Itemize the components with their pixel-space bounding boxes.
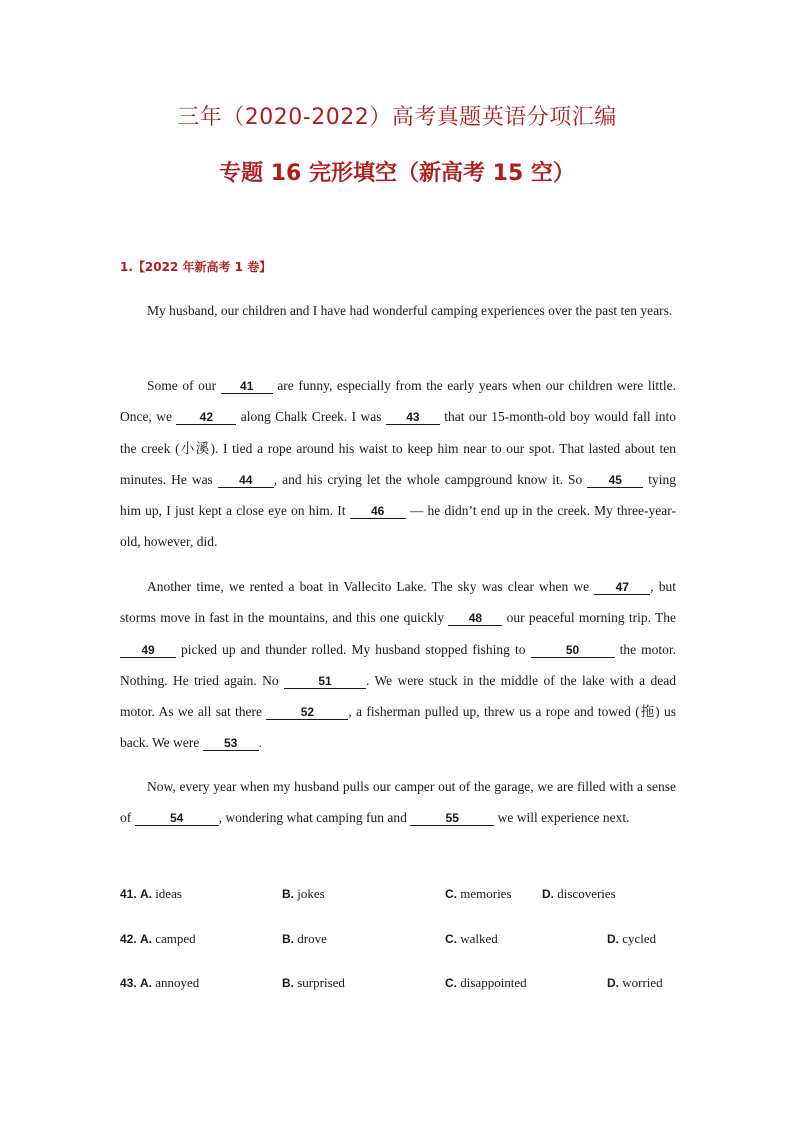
paragraph-text: are funny, especially from the early years when our children were little. Once, we xyxy=(120,378,676,425)
blank-44[interactable]: 44 xyxy=(218,473,274,488)
document-title: 三年（2020-2022）高考真题英语分项汇编 xyxy=(177,105,617,130)
option-letter: C. xyxy=(445,932,457,946)
paragraph-text: picked up and thunder rolled. My husband stopped fishing to xyxy=(176,641,531,657)
option-a[interactable] xyxy=(120,886,182,902)
section-label: 1.【2022 年新高考 1 卷】 xyxy=(120,260,272,274)
option-a[interactable] xyxy=(120,975,199,991)
blank-42[interactable]: 42 xyxy=(176,410,236,425)
option-letter: A. xyxy=(139,932,152,946)
passage-paragraph-1 xyxy=(120,295,676,326)
option-text: disappointed xyxy=(460,975,527,990)
option-text: walked xyxy=(460,931,498,946)
question-number: 42. xyxy=(120,932,137,946)
blank-46[interactable]: 46 xyxy=(350,504,406,519)
paragraph-text: — he didn’t end up in the creek. My three-year-old, however, did. xyxy=(120,503,676,550)
paragraph-text: the motor. Nothing. He tried again. No xyxy=(120,641,677,688)
option-text: discoveries xyxy=(557,886,616,901)
paragraph-text: along Chalk Creek. I was xyxy=(236,409,386,425)
blank-53[interactable]: 53 xyxy=(203,736,259,751)
paragraph-text: that our 15-month-old boy would fall into the creek (小溪). I tied a rope around his waist to keep him near to our spot. That lasted about ten minutes. He was xyxy=(120,409,676,487)
question-42 xyxy=(120,931,680,949)
option-text: surprised xyxy=(297,975,345,990)
paragraph-text: Some of our xyxy=(147,378,221,393)
option-letter: B. xyxy=(282,932,294,946)
option-d[interactable] xyxy=(607,975,663,991)
blank-48[interactable]: 48 xyxy=(448,611,502,626)
option-b[interactable] xyxy=(282,886,325,902)
option-letter: B. xyxy=(282,887,294,901)
option-d[interactable] xyxy=(607,931,656,947)
option-text: cycled xyxy=(622,931,657,946)
paragraph-text: . xyxy=(258,735,262,751)
question-41 xyxy=(120,886,680,904)
paragraph-text: Now, every year when my husband pulls our camper out of the garage, we are filled with a sense of xyxy=(120,779,676,826)
option-c[interactable] xyxy=(445,931,498,947)
option-text: annoyed xyxy=(155,975,200,990)
paragraph-text: , but storms move in fast in the mountains, and this one quickly xyxy=(120,579,676,626)
option-letter: B. xyxy=(282,976,294,990)
paragraph-text: , and his crying let the whole campground know it. So xyxy=(273,471,588,487)
blank-43[interactable]: 43 xyxy=(386,410,440,425)
blank-50[interactable]: 50 xyxy=(531,643,615,658)
option-text: jokes xyxy=(297,886,325,901)
option-b[interactable] xyxy=(282,975,345,991)
blank-55[interactable]: 55 xyxy=(410,811,494,826)
paragraph-text: our peaceful morning trip. The xyxy=(502,610,677,626)
option-letter: C. xyxy=(445,976,457,990)
document-subtitle: 专题 16 完形填空（新高考 15 空） xyxy=(219,161,575,186)
option-b[interactable] xyxy=(282,931,327,947)
option-text: camped xyxy=(155,931,196,946)
passage-paragraph-2 xyxy=(120,370,676,558)
blank-52[interactable]: 52 xyxy=(266,705,348,720)
option-d[interactable] xyxy=(542,886,616,902)
paragraph-text: we will experience next. xyxy=(494,810,630,826)
paragraph-text: My husband, our children and I have had wonderful camping experiences over the past ten years. xyxy=(147,303,673,318)
passage-paragraph-3 xyxy=(120,571,676,759)
blank-51[interactable]: 51 xyxy=(284,674,366,689)
paragraph-text: tying him up, I just kept a close eye on him. It xyxy=(120,471,676,519)
passage-paragraph-4 xyxy=(120,771,676,834)
paragraph-text: Another time, we rented a boat in Vallecito Lake. The sky was clear when we xyxy=(147,579,595,594)
paragraph-text: . We were stuck in the middle of the lake with a dead motor. As we all sat there xyxy=(120,672,677,720)
option-letter: C. xyxy=(445,887,457,901)
option-text: memories xyxy=(460,886,512,901)
option-text: drove xyxy=(297,931,327,946)
option-letter: D. xyxy=(607,932,619,946)
blank-41[interactable]: 41 xyxy=(221,379,273,394)
option-letter: A. xyxy=(139,887,152,901)
question-number: 41. xyxy=(120,887,137,901)
option-letter: D. xyxy=(607,976,619,990)
question-43 xyxy=(120,975,680,993)
option-letter: D. xyxy=(542,887,554,901)
option-c[interactable] xyxy=(445,886,512,902)
question-number: 43. xyxy=(120,976,137,990)
option-c[interactable] xyxy=(445,975,527,991)
option-text: ideas xyxy=(155,886,182,901)
paragraph-text: , wondering what camping fun and xyxy=(218,810,411,826)
paragraph-text: , a fisherman pulled up, threw us a rope and towed (拖) us back. We were xyxy=(120,704,676,751)
blank-49[interactable]: 49 xyxy=(120,643,176,658)
option-a[interactable] xyxy=(120,931,196,947)
blank-54[interactable]: 54 xyxy=(135,811,219,826)
option-text: worried xyxy=(622,975,663,990)
blank-47[interactable]: 47 xyxy=(594,580,650,595)
blank-45[interactable]: 45 xyxy=(587,473,643,488)
option-letter: A. xyxy=(139,976,152,990)
